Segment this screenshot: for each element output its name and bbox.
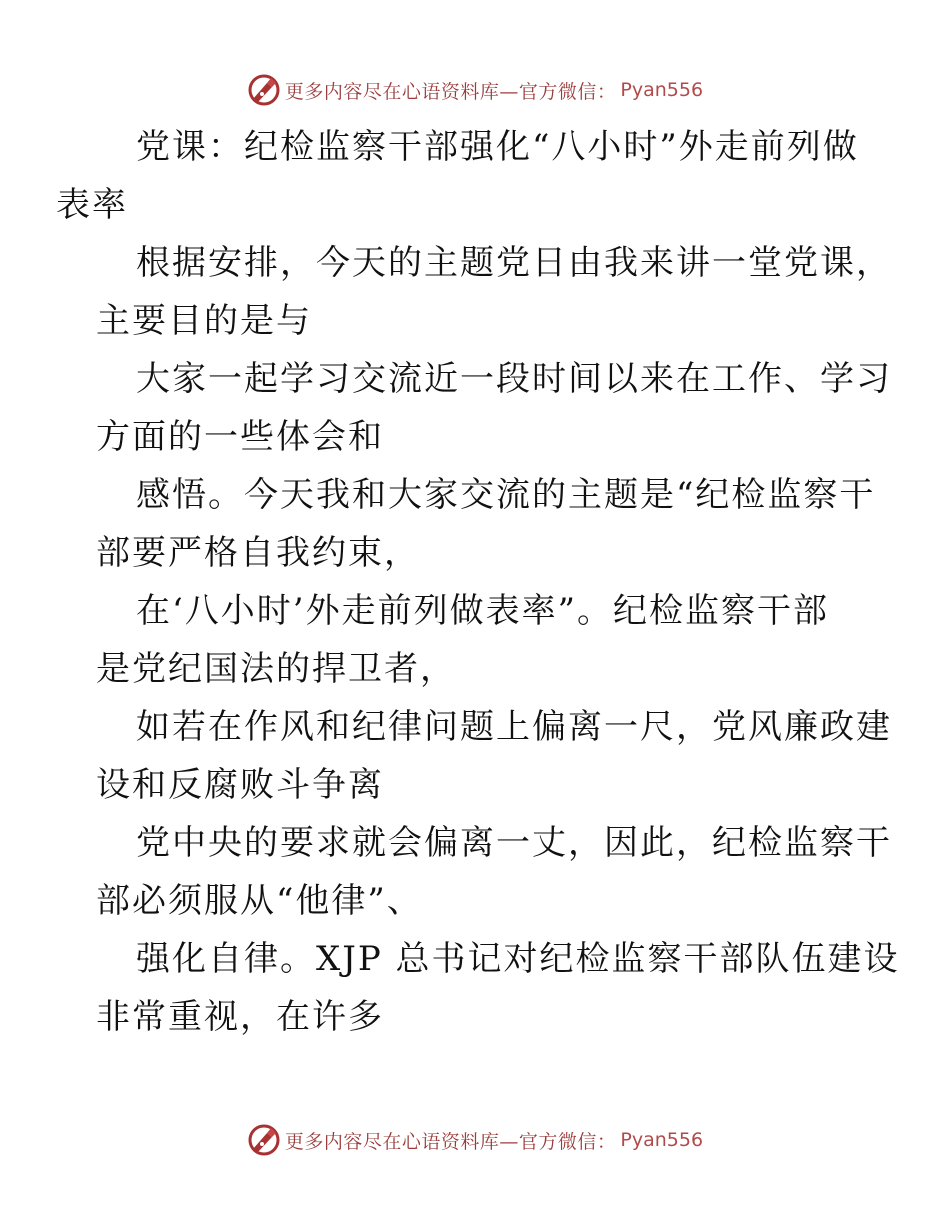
paragraph-4-line-1: 在‘八小时’外走前列做表率”。纪检监察干部	[136, 591, 829, 631]
paragraph-7-line-1: 强化自律。XJP 总书记对纪检监察干部队伍建设	[136, 939, 900, 979]
watermark-text: 更多内容尽在心语资料库—官方微信：	[284, 80, 617, 103]
pen-nib-logo-icon	[247, 1123, 281, 1157]
paragraph-6-line-1: 党中央的要求就会偏离一丈，因此，纪检监察干	[136, 823, 892, 863]
footer-watermark	[0, 1120, 950, 1160]
header-watermark	[0, 70, 950, 110]
paragraph-6	[96, 814, 892, 930]
document-body	[56, 118, 900, 1046]
paragraph-4	[96, 582, 856, 698]
paragraph-3-line-2: 部要严格自我约束，	[96, 533, 420, 573]
paragraph-1	[96, 234, 892, 350]
paragraph-3-line-1: 感悟。今天我和大家交流的主题是“纪检监察干	[136, 475, 876, 515]
watermark-text: 更多内容尽在心语资料库—官方微信：	[284, 1130, 617, 1153]
watermark-wechat-id: Pyan556	[620, 1129, 704, 1151]
paragraph-2-line-1: 大家一起学习交流近一段时间以来在工作、学习	[136, 359, 892, 399]
paragraph-7	[96, 930, 900, 1046]
pen-nib-logo-icon	[247, 73, 281, 107]
paragraph-3	[96, 466, 876, 582]
paragraph-5-line-2: 设和反腐败斗争离	[96, 765, 384, 805]
paragraph-5	[96, 698, 892, 814]
paragraph-2-line-2: 方面的一些体会和	[96, 417, 384, 457]
document-title	[56, 118, 859, 234]
title-line-2: 表率	[56, 185, 128, 225]
watermark-wechat-id: Pyan556	[620, 79, 704, 101]
paragraph-5-line-1: 如若在作风和纪律问题上偏离一尺，党风廉政建	[136, 707, 892, 747]
paragraph-2	[96, 350, 892, 466]
paragraph-1-line-2: 主要目的是与	[96, 301, 312, 341]
paragraph-4-line-2: 是党纪国法的捍卫者，	[96, 649, 456, 689]
title-line-1: 党课：纪检监察干部强化“八小时”外走前列做	[136, 127, 859, 167]
paragraph-6-line-2: 部必须服从“他律”、	[96, 881, 423, 921]
paragraph-1-line-1: 根据安排，今天的主题党日由我来讲一堂党课，	[136, 243, 892, 283]
paragraph-7-line-2: 非常重视，在许多	[96, 997, 384, 1037]
